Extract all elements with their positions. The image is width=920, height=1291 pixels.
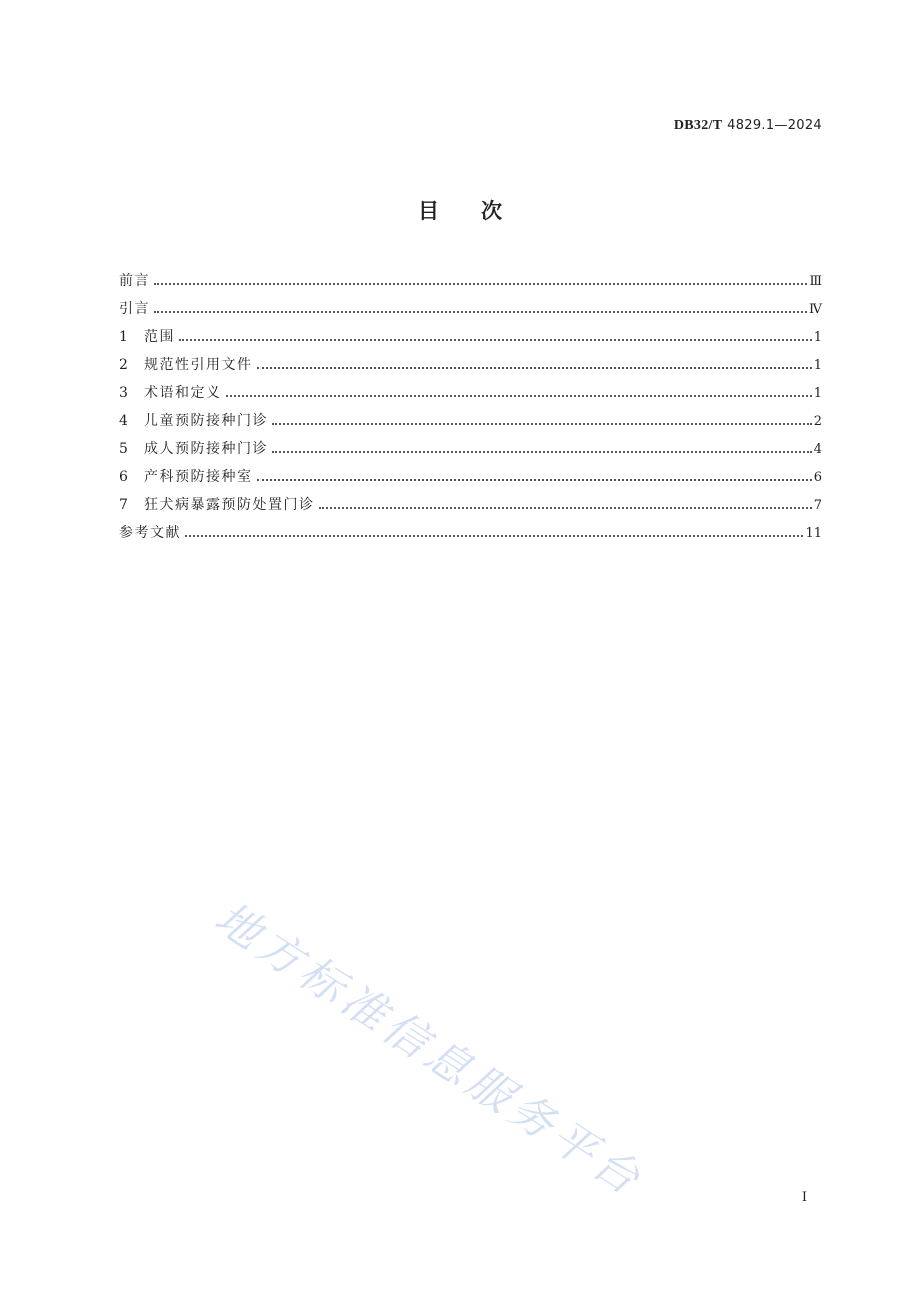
toc-entry-number: 1 <box>119 329 128 345</box>
toc-entry-page: 1 <box>813 330 822 345</box>
toc-entry[interactable] <box>119 438 822 466</box>
toc-entry-number: 3 <box>119 385 128 401</box>
toc-entry-page: 11 <box>805 526 822 541</box>
toc-entry-number: 7 <box>119 497 128 513</box>
toc-entry-number: 5 <box>119 441 128 457</box>
toc-entry-page: 7 <box>813 498 822 513</box>
toc-entry-number: 4 <box>119 413 128 429</box>
toc-entry[interactable] <box>119 494 822 522</box>
toc-entry-label: 前言 <box>119 273 150 289</box>
document-code <box>674 117 822 134</box>
toc-dot-leader <box>319 507 812 509</box>
toc-dot-leader <box>272 451 812 453</box>
toc-entry[interactable] <box>119 466 822 494</box>
toc-entry[interactable] <box>119 298 822 326</box>
table-of-contents <box>119 270 822 550</box>
toc-dot-leader <box>226 395 812 397</box>
toc-entry-page: 1 <box>813 386 822 401</box>
toc-entry-page: 2 <box>813 414 822 429</box>
watermark: 地方标准信息服务平台 <box>205 892 653 1208</box>
toc-entry-label: 儿童预防接种门诊 <box>144 413 268 429</box>
toc-entry-label: 规范性引用文件 <box>144 357 253 373</box>
toc-entry[interactable] <box>119 522 822 550</box>
toc-entry-label: 成人预防接种门诊 <box>144 441 268 457</box>
toc-entry-page: Ⅲ <box>809 274 822 289</box>
document-code-number: 4829.1—2024 <box>727 118 822 133</box>
toc-entry-number: 6 <box>119 469 128 485</box>
toc-entry-label: 范围 <box>144 329 175 345</box>
toc-entry-number: 2 <box>119 357 128 373</box>
toc-entry-page: 6 <box>813 470 822 485</box>
page-title: 目次 <box>418 199 544 223</box>
toc-dot-leader <box>154 311 807 313</box>
toc-dot-leader <box>185 535 803 537</box>
toc-entry-label: 狂犬病暴露预防处置门诊 <box>144 497 315 513</box>
toc-dot-leader <box>257 479 812 481</box>
toc-entry[interactable] <box>119 410 822 438</box>
toc-dot-leader <box>272 423 812 425</box>
page-number: I <box>801 1190 807 1205</box>
toc-entry-page: Ⅳ <box>809 302 822 317</box>
toc-dot-leader <box>179 339 812 341</box>
toc-entry[interactable] <box>119 270 822 298</box>
toc-entry-label: 产科预防接种室 <box>144 469 253 485</box>
toc-entry-label: 参考文献 <box>119 525 181 541</box>
toc-entry-label: 术语和定义 <box>144 385 222 401</box>
document-code-prefix: DB32/T <box>673 118 723 133</box>
toc-entry[interactable] <box>119 354 822 382</box>
toc-entry-label: 引言 <box>119 301 150 317</box>
toc-entry-page: 4 <box>813 442 822 457</box>
toc-dot-leader <box>154 283 807 285</box>
toc-entry[interactable] <box>119 382 822 410</box>
toc-entry[interactable] <box>119 326 822 354</box>
toc-entry-page: 1 <box>813 358 822 373</box>
toc-dot-leader <box>257 367 812 369</box>
